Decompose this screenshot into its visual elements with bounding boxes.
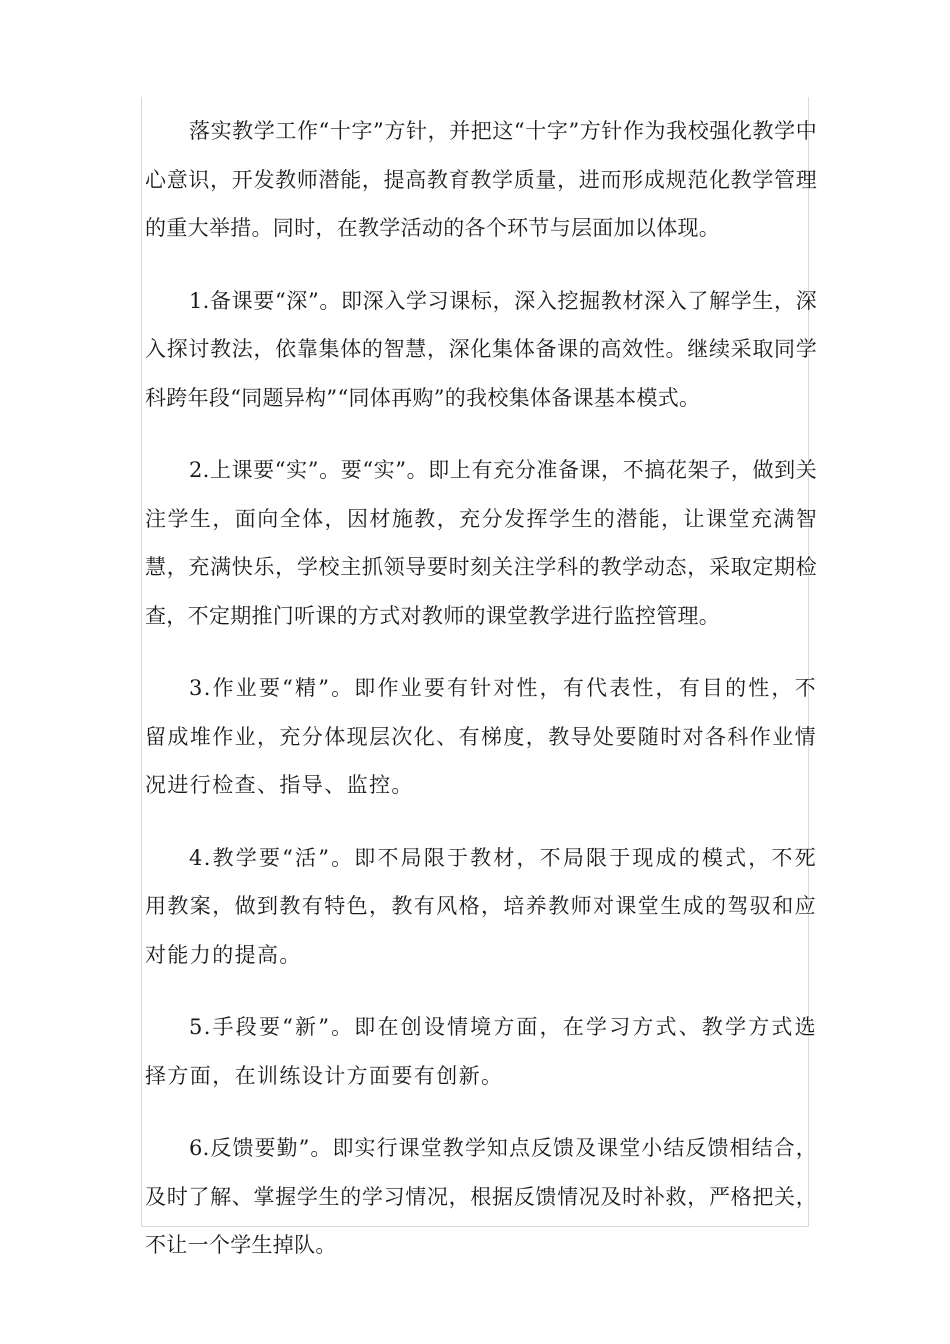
item-2-class-teaching: 2.上课要“实”。要“实”。即上有充分准备课，不搞花架子，做到关注学生，面向全体，因材施教，充分发挥学生的潜能，让课堂充满智慧，充满快乐，学校主抓领导要时刻关注学科的教学动态，采取定期检查，不定期推门听课的方式对教师的课堂教学进行监控管理。 xyxy=(145,458,817,628)
item-6-feedback: 6.反馈要勤”。即实行课堂教学知点反馈及课堂小结反馈相结合，及时了解、掌握学生的学习情况，根据反馈情况及时补救，严格把关，不让一个学生掉队。 xyxy=(145,1136,817,1257)
document-body xyxy=(145,107,817,1294)
item-5-means: 5.手段要“新”。即在创设情境方面，在学习方式、教学方式选择方面，在训练设计方面要有创新。 xyxy=(145,1015,817,1088)
item-3-homework: 3.作业要“精”。即作业要有针对性，有代表性，有目的性，不留成堆作业，充分体现层次化、有梯度，教导处要随时对各科作业情况进行检查、指导、监控。 xyxy=(145,676,817,797)
intro-paragraph: 落实教学工作“十字”方针，并把这“十字”方针作为我校强化教学中心意识，开发教师潜能，提高教育教学质量，进而形成规范化教学管理的重大举措。同时，在教学活动的各个环节与层面加以体现。 xyxy=(145,119,817,240)
item-4-teaching-method: 4.教学要“活”。即不局限于教材，不局限于现成的模式，不死用教案，做到教有特色，教有风格，培养教师对课堂生成的驾驭和应对能力的提高。 xyxy=(145,845,817,967)
item-1-lesson-prep: 1.备课要“深”。即深入学习课标，深入挖掘教材深入了解学生，深入探讨教法，依靠集体的智慧，深化集体备课的高效性。继续采取同学科跨年段“同题异构”“同体再购”的我校集体备课基本模式。 xyxy=(145,288,817,410)
